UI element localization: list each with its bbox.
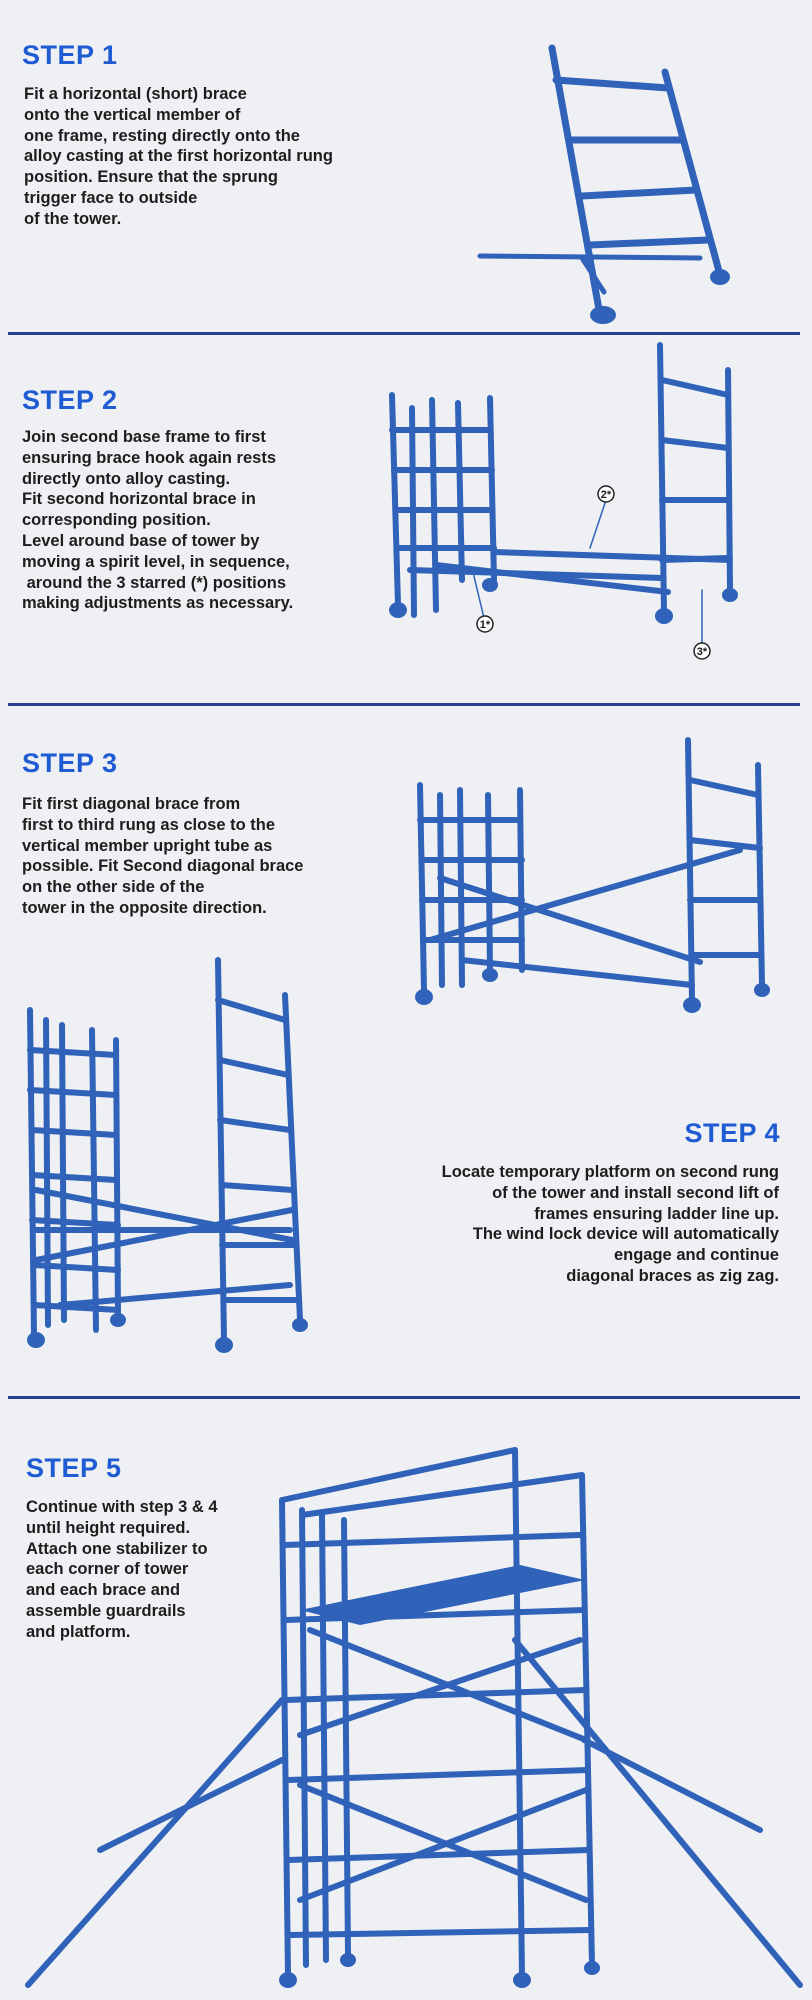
castor-wheel xyxy=(710,269,730,285)
step-4-second-lift-illustration xyxy=(30,960,300,1340)
instruction-line: engage and continue xyxy=(613,1246,779,1265)
instruction-line: of the tower and install second lift of xyxy=(492,1183,779,1202)
step-5-full-tower-illustration xyxy=(28,1450,800,1985)
instruction-line: first to third rung as close to the xyxy=(22,815,276,834)
callout-marker-1 xyxy=(477,616,493,632)
instruction-line: vertical member upright tube as xyxy=(22,836,273,855)
instruction-line: Fit first diagonal brace from xyxy=(22,795,241,813)
instruction-line: assemble guardrails xyxy=(26,1601,186,1620)
instruction-line: one frame, resting directly onto the xyxy=(24,126,300,145)
step-2-base-illustration xyxy=(392,345,730,615)
instruction-line: The wind lock device will automatically xyxy=(472,1225,779,1244)
instruction-line: possible. Fit Second diagonal brace xyxy=(22,857,304,876)
instruction-line: and platform. xyxy=(26,1622,131,1641)
instruction-line: until height required. xyxy=(26,1518,191,1537)
step-4-title: STEP 4 xyxy=(684,1118,780,1148)
instruction-line: corresponding position. xyxy=(22,511,211,530)
step-3-diagonal-illustration xyxy=(420,740,762,1000)
instruction-line: Attach one stabilizer to xyxy=(26,1539,208,1558)
instruction-line: alloy casting at the first horizontal rung xyxy=(24,147,333,166)
instruction-line: and each brace and xyxy=(26,1581,181,1600)
step-4-wheels xyxy=(27,1313,308,1353)
instruction-line: onto the vertical member of xyxy=(24,105,241,124)
callout-marker-2 xyxy=(598,486,614,502)
instruction-line: around the 3 starred (*) positions xyxy=(22,573,287,592)
instruction-line: making adjustments as necessary. xyxy=(22,594,294,613)
instruction-line: on the other side of the xyxy=(22,878,205,897)
instruction-line: directly onto alloy casting. xyxy=(22,469,231,488)
instruction-line: moving a spirit level, in sequence, xyxy=(22,552,290,571)
instruction-line: Fit a horizontal (short) brace xyxy=(24,85,247,103)
instruction-line: Continue with step 3 & 4 xyxy=(26,1498,218,1516)
callout-marker-3 xyxy=(694,643,710,659)
callout-label: 1* xyxy=(479,619,491,631)
instruction-line: ensuring brace hook again rests xyxy=(22,448,276,467)
instruction-line: Fit second horizontal brace in xyxy=(22,490,256,509)
instruction-line: each corner of tower xyxy=(26,1560,189,1579)
instruction-line: trigger face to outside xyxy=(24,188,198,207)
instruction-line: diagonal braces as zig zag. xyxy=(566,1266,779,1285)
callout-label: 3* xyxy=(696,646,708,658)
instruction-line: frames ensuring ladder line up. xyxy=(534,1204,779,1223)
step-2-wheels xyxy=(389,578,738,624)
instruction-line: position. Ensure that the sprung xyxy=(24,168,278,187)
callout-label: 2* xyxy=(600,489,612,501)
step-3-title: STEP 3 xyxy=(22,748,118,778)
step-1-title: STEP 1 xyxy=(22,40,118,70)
instruction-line: tower in the opposite direction. xyxy=(22,898,267,917)
step-5-title: STEP 5 xyxy=(26,1453,122,1483)
instruction-line: Join second base frame to first xyxy=(22,428,266,446)
instruction-line: Level around base of tower by xyxy=(22,531,260,550)
instruction-line: of the tower. xyxy=(24,209,122,228)
castor-wheel xyxy=(590,306,616,324)
step-2-title: STEP 2 xyxy=(22,385,118,415)
instruction-line: Locate temporary platform on second rung xyxy=(441,1163,779,1181)
step-1-frame-illustration xyxy=(480,48,720,315)
